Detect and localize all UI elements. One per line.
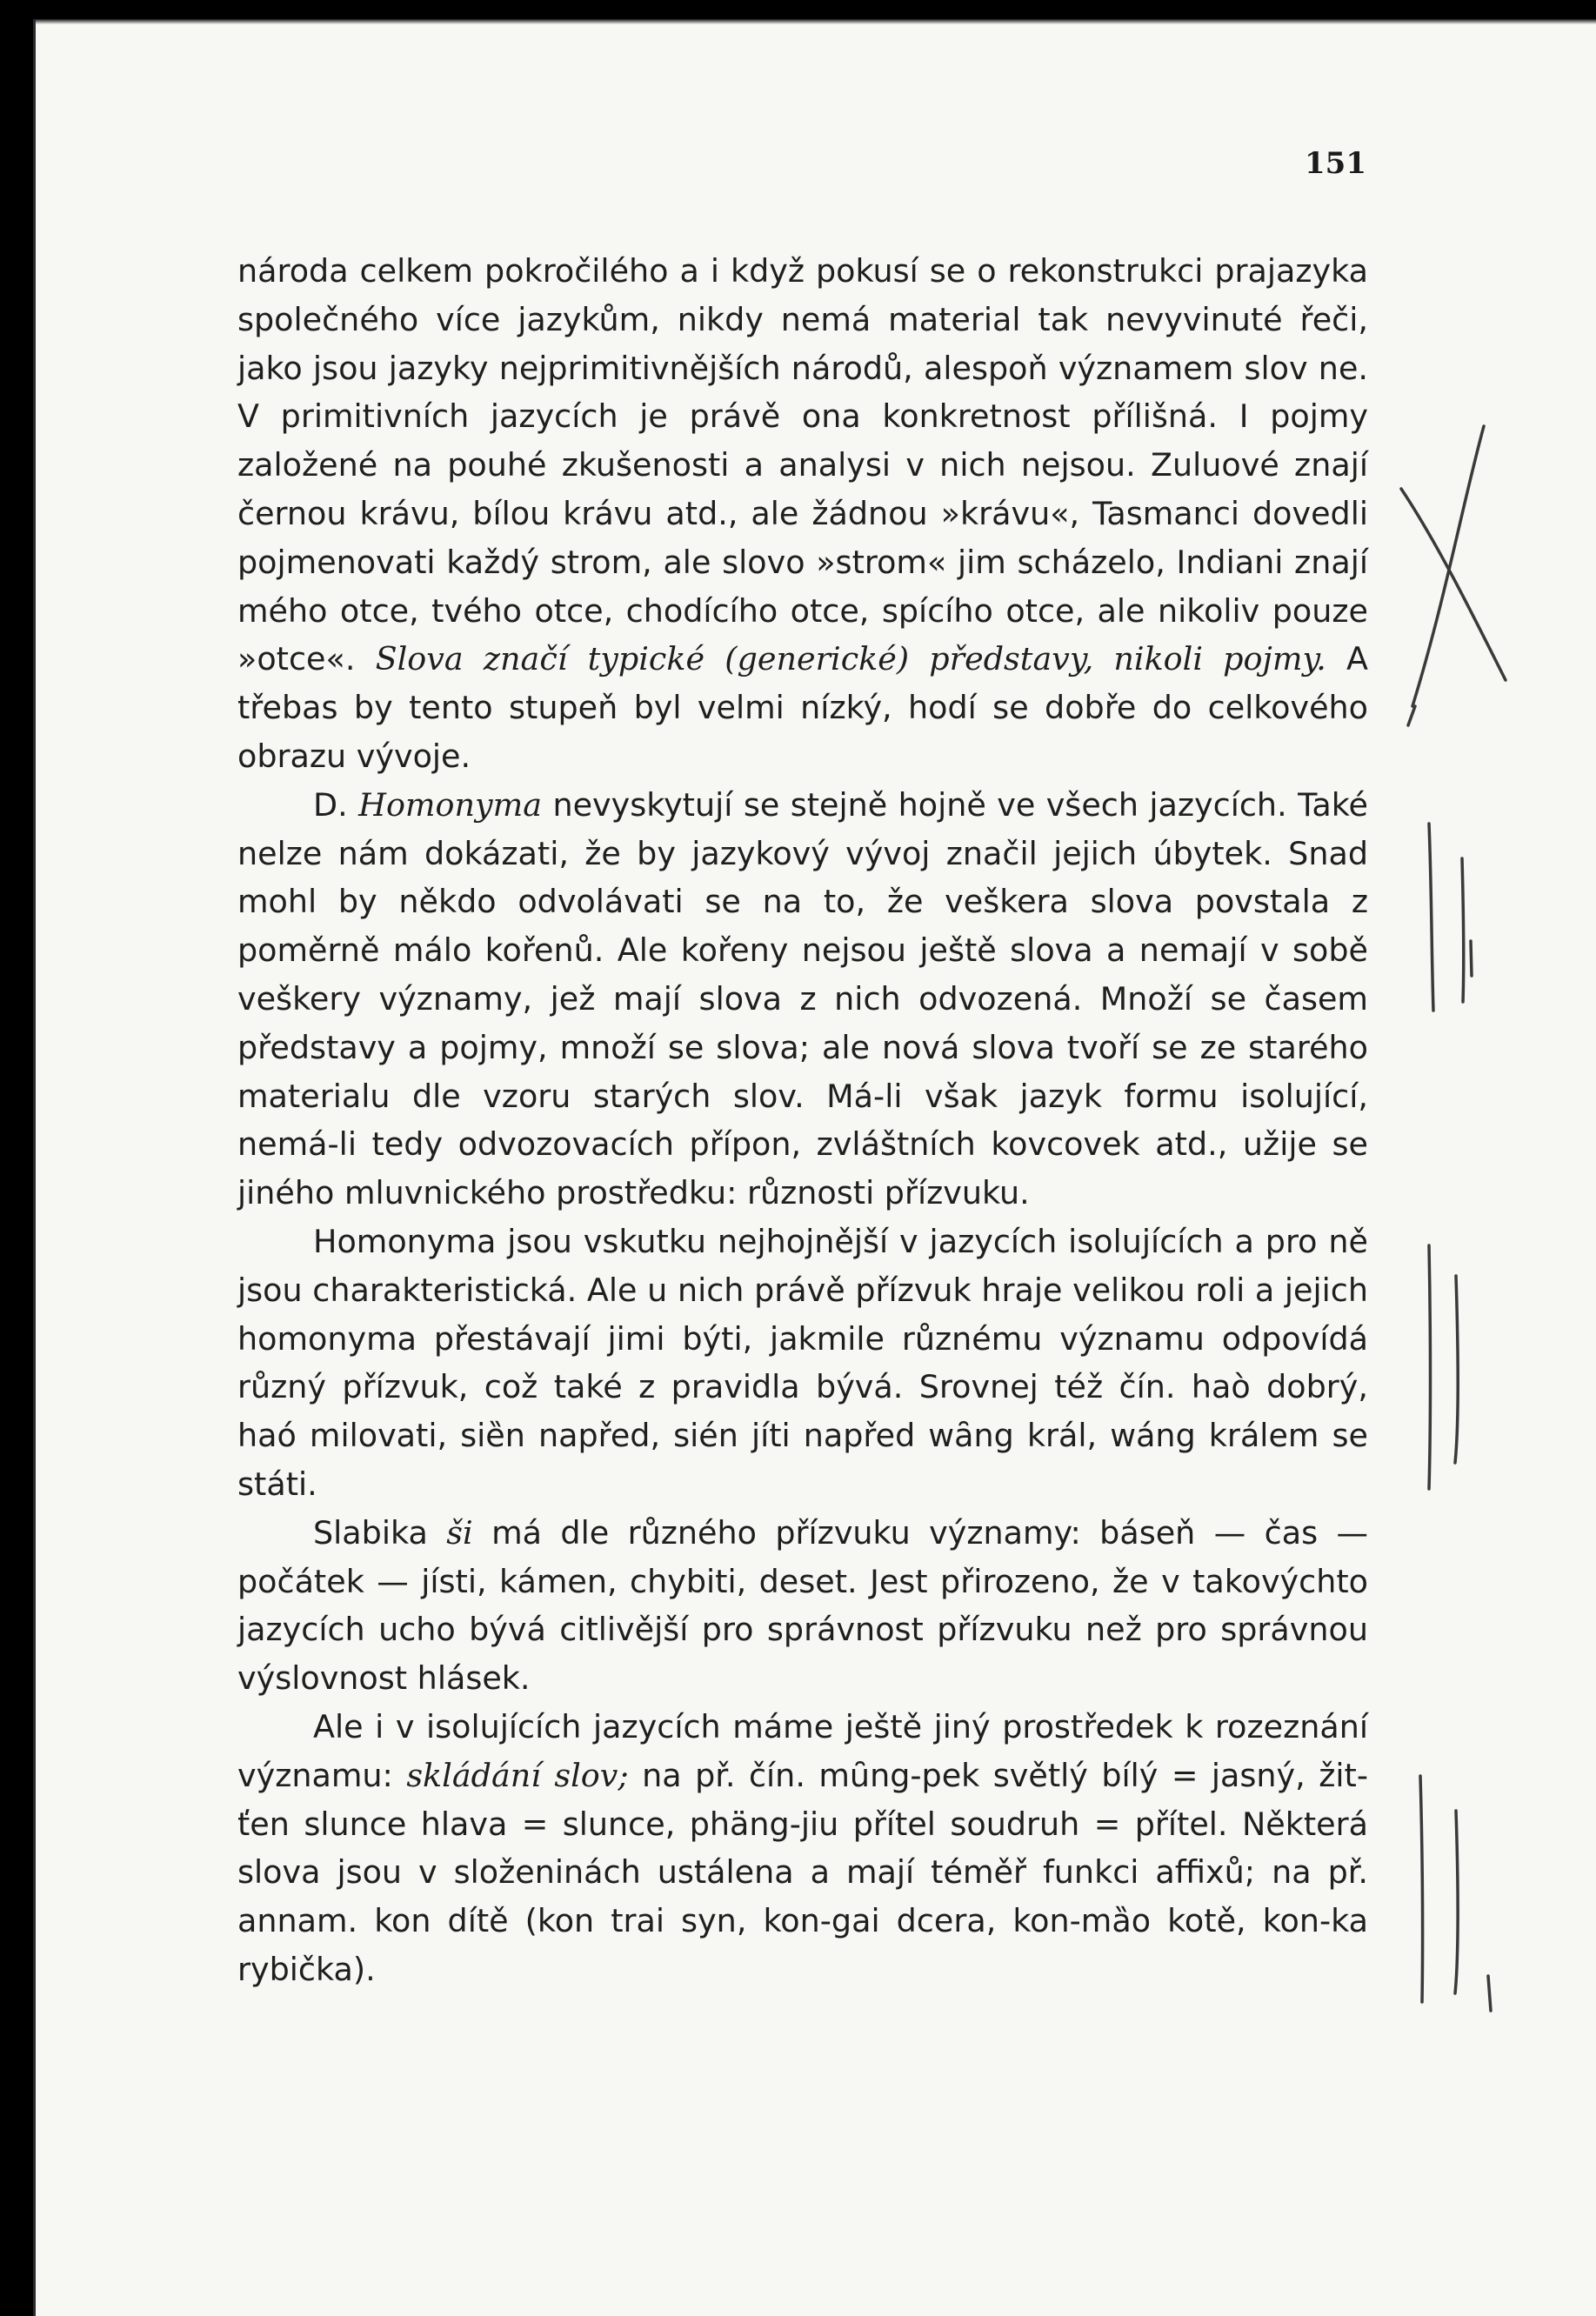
pencil-line-1b xyxy=(1462,858,1464,1002)
page-top-edge xyxy=(36,19,1596,24)
pencil-line-3a xyxy=(1420,1776,1423,2002)
pencil-cross-stroke-2 xyxy=(1401,489,1506,680)
pencil-tick-small xyxy=(1408,706,1415,725)
body-text xyxy=(237,247,1368,1994)
text-run: na př. čín. mȗng-pek světlý bílý = jasný, žit-ťen slunce hlava = slunce, phäng-jiu přítel soudruh = přítel. Některá slova jsou v složeninách ustálena a mají téměř funkci affixů; na př. annam. kon dítě (kon trai syn, kon-gai dcera, kon-mȁo kotě, kon-ka rybička). xyxy=(237,1756,1368,1988)
text-run: A třebas by tento stupeň byl velmi nízký, hodí se dobře do celkového obrazu vývoje. xyxy=(237,640,1368,775)
paragraph xyxy=(237,247,1368,781)
paragraph xyxy=(237,1218,1368,1509)
pencil-line-3b xyxy=(1455,1811,1458,1993)
text-run: má dle různého přízvuku významy: báseň — čas — počátek — jísti, kámen, chybiti, deset. Jest přirozeno, že v takovýchto jazycích ucho bývá citlivější pro správnost přízvuku než pro správnou výslovnost hlásek. xyxy=(237,1513,1368,1698)
pencil-line-3c xyxy=(1488,1976,1491,2011)
text-run: národa celkem pokročilého a i když pokusí se o rekonstrukci prajazyka společného více jazykům, nikdy nemá material tak nevyvinuté řeči, jako jsou jazyky nejprimitivnějších národů, alespoň významem slov ne. V primitivních jazycích je právě ona konkretnost přílišná. I pojmy založené na pouhé zkušenosti a analysi v nich nejsou. Zuluové znají černou krávu, bílou krávu atd., ale žádnou »krávu«, Tasmanci dovedli pojmenovati každý strom, ale slovo »strom« jim scházelo, Indiani znají mého otce, tvého otce, chodícího otce, spícího otce, ale nikoliv pouze »otce«. xyxy=(237,252,1368,678)
text-run: Ale i v isolujících jazycích máme ještě jiný prostředek k rozeznání významu: xyxy=(237,1707,1368,1794)
pencil-line-1c xyxy=(1471,941,1472,976)
book-page xyxy=(33,19,1596,2316)
pencil-line-1a xyxy=(1429,824,1433,1011)
emphasis-text: skládání slov; xyxy=(406,1756,629,1794)
pencil-line-2b xyxy=(1455,1276,1458,1463)
emphasis-text: ši xyxy=(446,1513,473,1552)
emphasis-text: Slova značí typické (generické) představy, nikoli pojmy. xyxy=(375,640,1326,678)
paragraph xyxy=(237,781,1368,1218)
paragraph xyxy=(237,1703,1368,1994)
text-run: Homonyma jsou vskutku nejhojnější v jazycích isolujících a pro ně jsou charakteristická. Ale u nich právě přízvuk hraje velikou roli a jejich homonyma přestávají jimi býti, jakmile různému významu odpovídá různý přízvuk, což také z pravidla bývá. Srovnej též čín. haò dobrý, haó milovati, siȅn napřed, sién jíti napřed wȃng král, wáng králem se státi. xyxy=(237,1222,1368,1503)
text-run: D. xyxy=(313,785,359,824)
pencil-cross-stroke-1 xyxy=(1412,426,1484,706)
emphasis-text: Homonyma xyxy=(358,785,543,824)
page-number: 151 xyxy=(1305,146,1366,181)
paragraph xyxy=(237,1509,1368,1703)
text-run: nevyskytují se stejně hojně ve všech jazycích. Také nelze nám dokázati, že by jazykový vývoj značil jejich úbytek. Snad mohl by někdo odvolávati se na to, že veškera slova povstala z poměrně málo kořenů. Ale kořeny nejsou ještě slova a nemají v sobě veškery významy, jež mají slova z nich odvozená. Množí se časem představy a pojmy, množí se slova; ale nová slova tvoří se ze starého materialu dle vzoru starých slov. Má-li však jazyk formu isolující, nemá-li tedy odvozovacích přípon, zvláštních kovcovek atd., užije se jiného mluvnického prostředku: různosti přízvuku. xyxy=(237,785,1368,1212)
text-run: Slabika xyxy=(313,1513,447,1552)
pencil-line-2a xyxy=(1429,1245,1431,1489)
